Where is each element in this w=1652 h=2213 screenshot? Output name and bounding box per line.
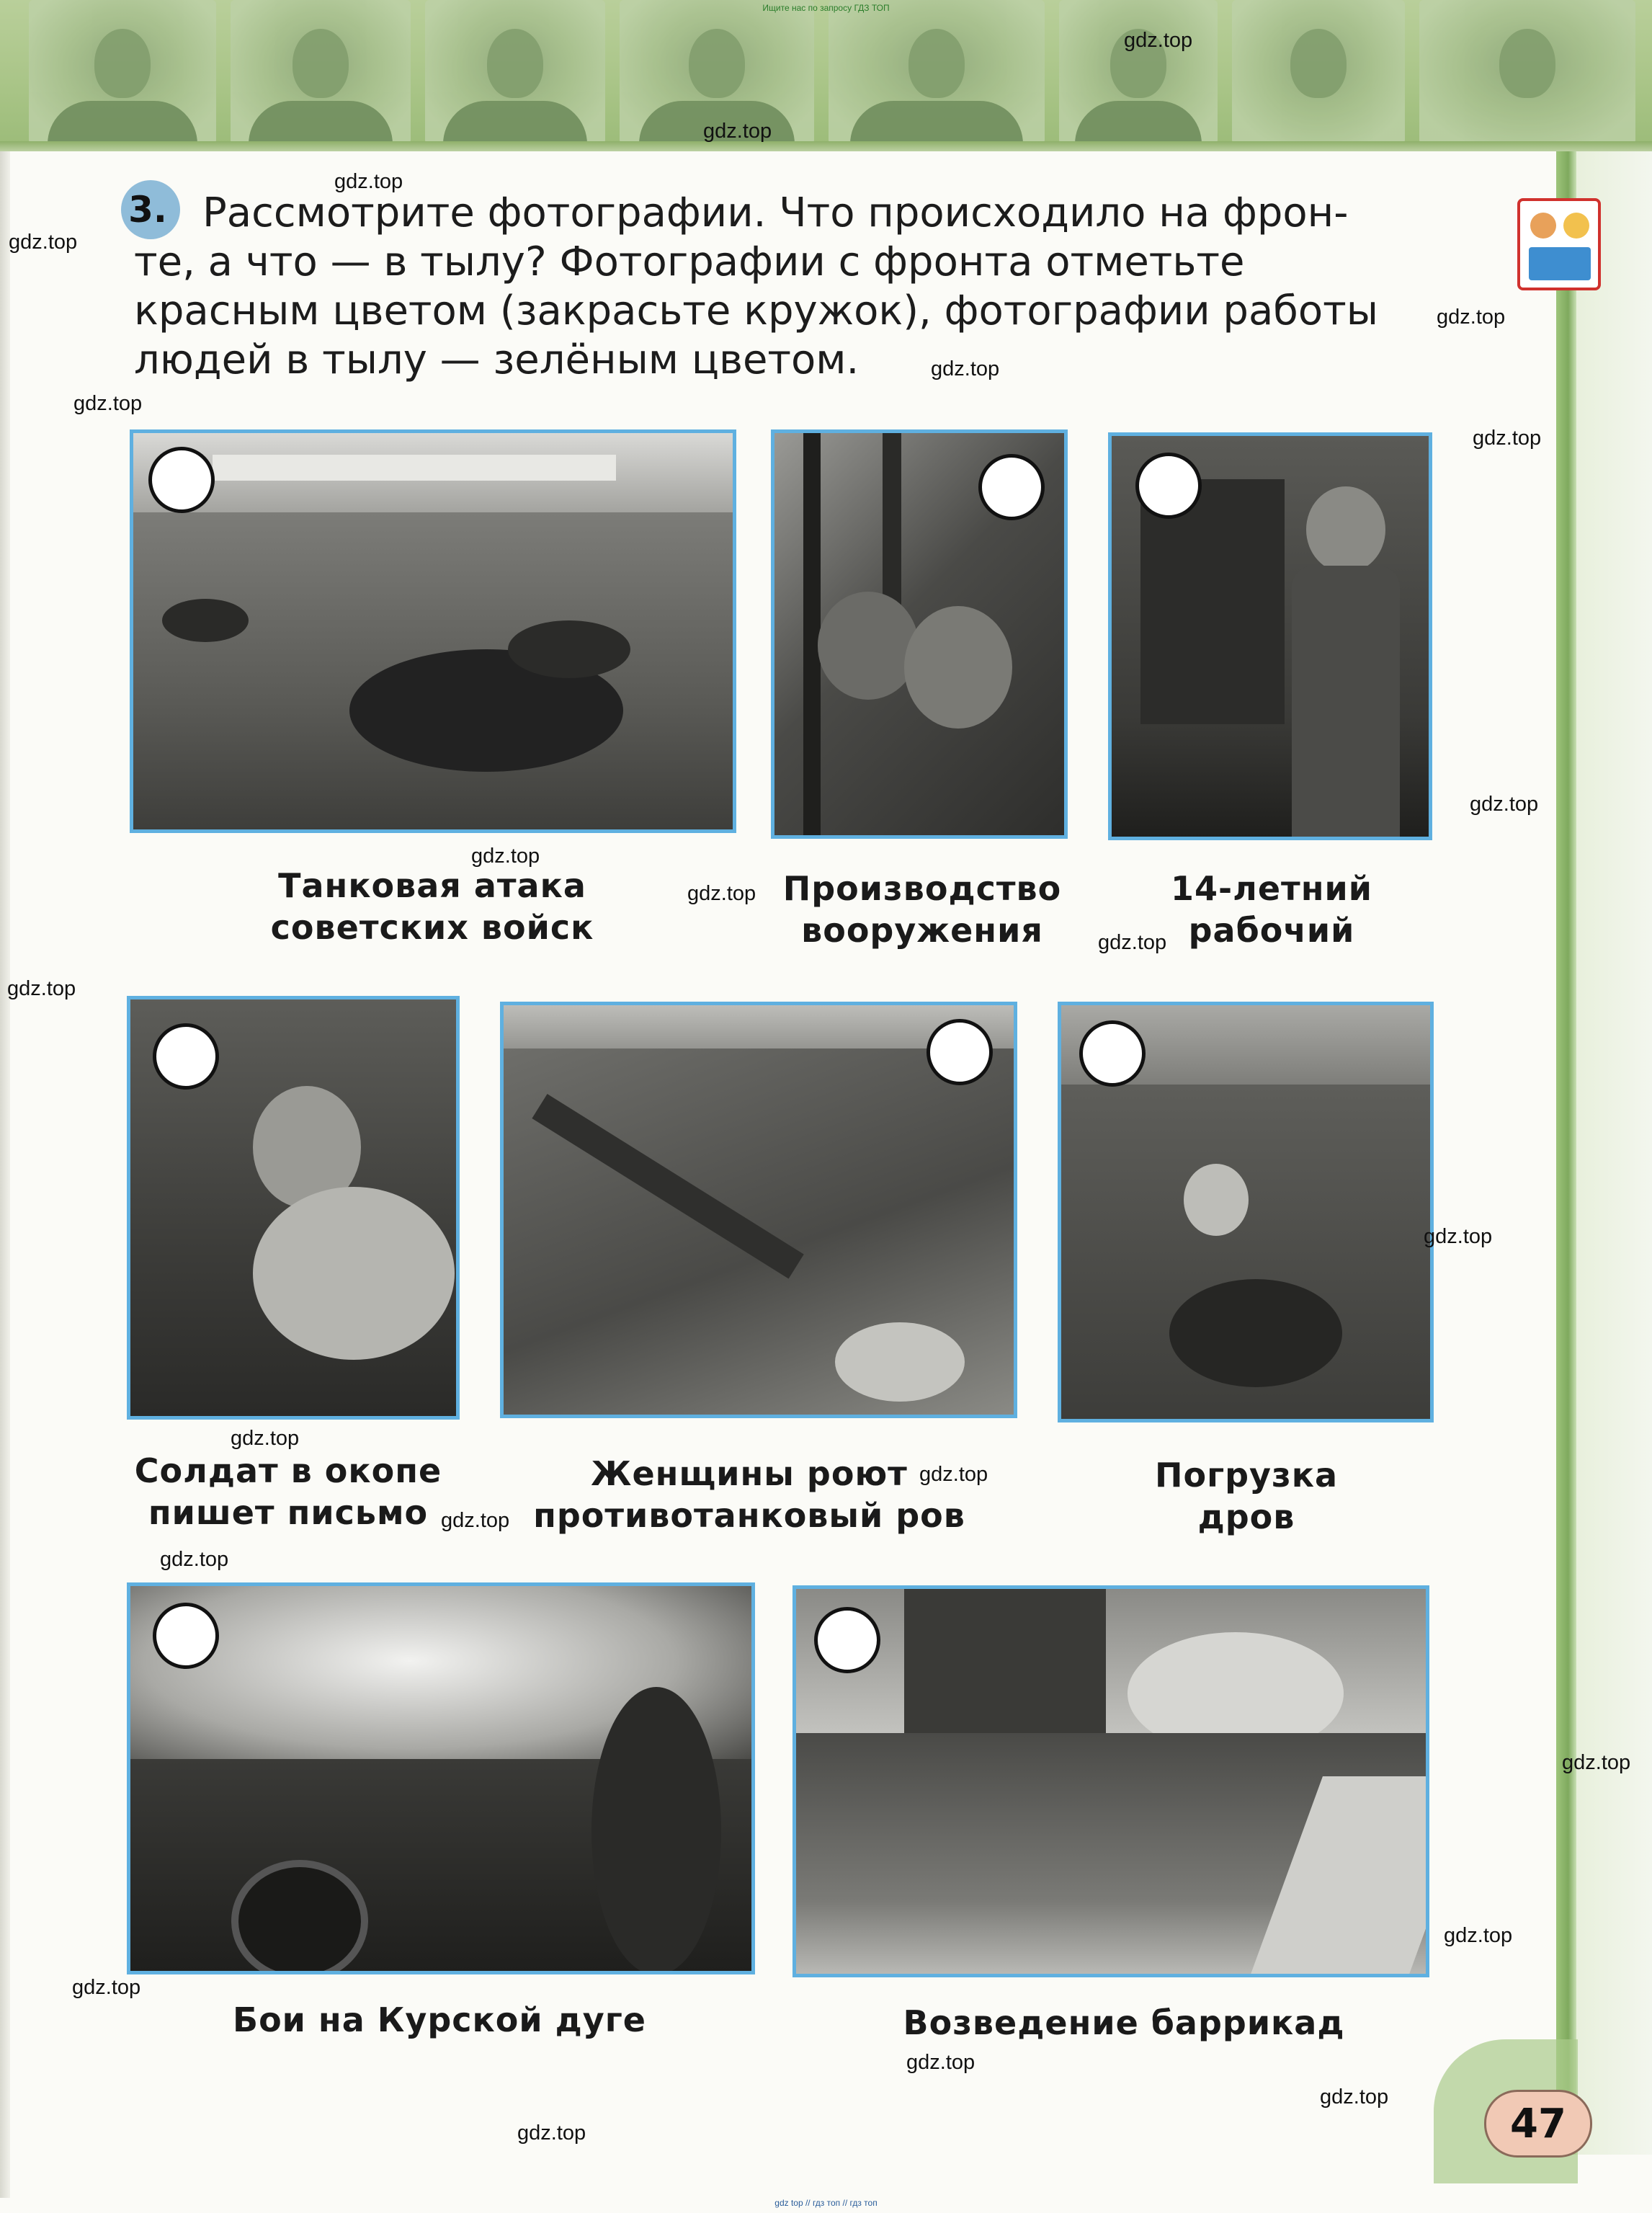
caption-line: Возведение баррикад xyxy=(903,2003,1345,2042)
caption-line: Женщины роют xyxy=(591,1454,908,1493)
banner-portrait xyxy=(425,0,605,144)
watermark: gdz.top xyxy=(7,977,76,1000)
task-text-line: Рассмотрите фотографии. Что происходило на фрон- xyxy=(202,190,1349,236)
watermark: gdz.top xyxy=(1437,306,1506,329)
footer-note: gdz top // гдз топ // гдз топ xyxy=(774,2198,878,2208)
banner-portrait xyxy=(1059,0,1218,144)
watermark: gdz.top xyxy=(919,1463,988,1486)
answer-circle[interactable] xyxy=(978,454,1045,520)
watermark: gdz.top xyxy=(441,1509,510,1532)
photo-caption xyxy=(202,1999,677,2041)
caption-line: дров xyxy=(1197,1497,1295,1536)
caption-line: пишет письмо xyxy=(148,1493,429,1532)
watermark: gdz.top xyxy=(72,1976,141,1999)
photo-tank-attack xyxy=(130,429,736,833)
photo-caption xyxy=(1138,868,1405,951)
banner-emblem xyxy=(1232,0,1405,144)
photo-caption xyxy=(865,2002,1383,2044)
caption-line: противотанковый ров xyxy=(533,1496,965,1535)
banner-portrait xyxy=(29,0,216,144)
watermark: gdz.top xyxy=(471,845,540,868)
watermark: gdz.top xyxy=(703,120,772,143)
reading-children-icon xyxy=(1517,198,1601,290)
page-number-badge xyxy=(1484,2090,1592,2158)
task-text-line: те, а что — в тылу? Фотографии с фронта отметьте xyxy=(134,239,1245,285)
watermark: gdz.top xyxy=(1444,1924,1513,1947)
watermark: gdz.top xyxy=(1562,1751,1631,1774)
task-instruction xyxy=(134,189,1431,385)
watermark: gdz.top xyxy=(160,1548,229,1571)
answer-circle[interactable] xyxy=(1079,1020,1146,1087)
caption-line: вооружения xyxy=(801,911,1043,950)
watermark: gdz.top xyxy=(1424,1225,1493,1248)
watermark: gdz.top xyxy=(73,392,143,415)
task-text-line: красным цветом (закрасьте кружок), фотографии работы xyxy=(134,288,1378,334)
answer-circle[interactable] xyxy=(153,1023,219,1090)
caption-line: рабочий xyxy=(1188,911,1355,950)
photo-caption xyxy=(749,868,1095,951)
banner-portrait xyxy=(231,0,411,144)
top-note: Ищите нас по запросу ГДЗ ТОП xyxy=(762,3,890,13)
caption-line: советских войск xyxy=(270,908,594,947)
answer-circle[interactable] xyxy=(927,1019,993,1085)
task-number: 3. xyxy=(128,189,167,231)
watermark: gdz.top xyxy=(1124,29,1193,52)
caption-line: Танковая атака xyxy=(278,866,586,905)
photo-caption xyxy=(122,1450,454,1533)
page-number: 47 xyxy=(1510,2100,1566,2147)
header-banner xyxy=(0,0,1652,151)
watermark: gdz.top xyxy=(1470,793,1539,816)
watermark: gdz.top xyxy=(1320,2085,1389,2109)
photo-building-barricades xyxy=(792,1585,1429,1977)
banner-order-medal xyxy=(1419,0,1635,144)
answer-circle[interactable] xyxy=(814,1607,880,1673)
watermark: gdz.top xyxy=(9,231,78,254)
caption-line: Солдат в окопе xyxy=(134,1451,442,1490)
caption-line: Бои на Курской дуге xyxy=(233,2000,646,2039)
watermark: gdz.top xyxy=(1098,931,1167,954)
caption-line: Погрузка xyxy=(1154,1456,1339,1495)
task-text-line: людей в тылу — зелёным цветом. xyxy=(134,337,860,383)
watermark: gdz.top xyxy=(1473,427,1542,450)
watermark: gdz.top xyxy=(334,170,403,193)
right-green-bar xyxy=(1556,151,1576,2155)
photo-caption xyxy=(519,1453,980,1536)
banner-portrait xyxy=(829,0,1045,144)
photo-caption xyxy=(1124,1454,1369,1538)
caption-line: Производство xyxy=(782,869,1062,908)
photo-kursk-battle xyxy=(127,1582,755,1974)
caption-line: 14-летний xyxy=(1171,869,1372,908)
photo-caption xyxy=(187,865,677,948)
answer-circle[interactable] xyxy=(153,1603,219,1669)
watermark: gdz.top xyxy=(231,1427,300,1450)
watermark: gdz.top xyxy=(931,357,1000,380)
answer-circle[interactable] xyxy=(1135,453,1202,519)
answer-circle[interactable] xyxy=(148,447,215,513)
watermark: gdz.top xyxy=(906,2051,975,2074)
right-margin xyxy=(1576,151,1652,2155)
watermark: gdz.top xyxy=(517,2121,586,2145)
left-page-edge xyxy=(0,151,10,2198)
watermark: gdz.top xyxy=(687,882,756,905)
